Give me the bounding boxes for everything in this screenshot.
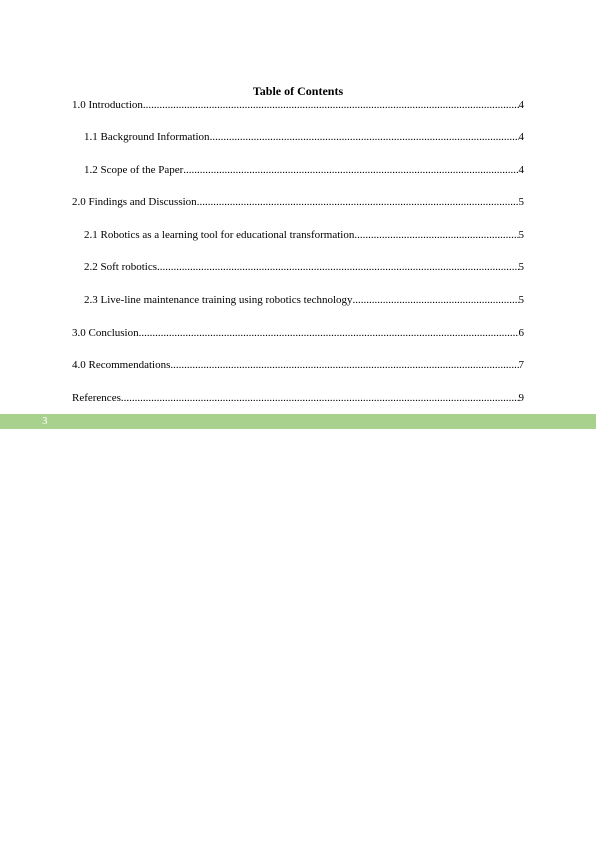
- toc-dot-leader: [183, 164, 518, 177]
- toc-dot-leader: [354, 229, 518, 242]
- toc-dot-leader: [210, 131, 519, 144]
- toc-entry-label: 2.0 Findings and Discussion: [72, 196, 197, 208]
- toc-title: Table of Contents: [252, 84, 344, 98]
- toc-entry-label: 3.0 Conclusion: [72, 327, 139, 339]
- toc-entry-recommendations[interactable]: [72, 359, 524, 372]
- toc-entry-page: 5: [518, 294, 524, 306]
- toc-entry-robotics-learning-tool[interactable]: [84, 229, 524, 242]
- toc-entry-page: 4: [518, 164, 524, 176]
- toc-dot-leader: [197, 196, 519, 209]
- toc-entry-label: 1.1 Background Information: [84, 131, 210, 143]
- toc-entry-background-information[interactable]: [84, 131, 524, 144]
- toc-entry-conclusion[interactable]: [72, 327, 524, 340]
- toc-entry-page: 4: [518, 99, 524, 111]
- toc-entry-page: 6: [518, 327, 524, 339]
- page-number: 3: [42, 415, 48, 427]
- toc-entry-page: 7: [518, 359, 524, 371]
- toc-entry-live-line-maintenance[interactable]: [84, 294, 524, 307]
- toc-entry-label: References: [72, 392, 121, 404]
- toc-entry-references[interactable]: [72, 392, 524, 405]
- toc-entry-page: 9: [518, 392, 524, 404]
- toc-entry-page: 5: [518, 196, 524, 208]
- toc-entry-label: 2.2 Soft robotics: [84, 261, 158, 273]
- toc-entry-label: 1.2 Scope of the Paper: [84, 164, 184, 176]
- toc-entry-introduction[interactable]: [72, 99, 524, 112]
- toc-entry-label: 4.0 Recommendations: [72, 359, 171, 371]
- toc-dot-leader: [139, 327, 519, 340]
- toc-dot-leader: [157, 261, 518, 274]
- toc-entry-scope-of-paper[interactable]: [84, 164, 524, 177]
- toc-dot-leader: [121, 392, 519, 405]
- toc-entry-label: 1.0 Introduction: [72, 99, 143, 111]
- toc-dot-leader: [143, 99, 519, 112]
- toc-entry-page: 5: [518, 229, 524, 241]
- toc-entry-label: 2.3 Live-line maintenance training using robotics technology: [84, 294, 353, 306]
- toc-dot-leader: [170, 359, 518, 372]
- footer-bar: [0, 414, 596, 429]
- toc-entry-page: 5: [518, 261, 524, 273]
- toc-entry-findings-and-discussion[interactable]: [72, 196, 524, 209]
- toc-entry-soft-robotics[interactable]: [84, 261, 524, 274]
- toc-entry-label: 2.1 Robotics as a learning tool for educational transformation: [84, 229, 355, 241]
- toc-dot-leader: [353, 294, 519, 307]
- toc-entry-page: 4: [518, 131, 524, 143]
